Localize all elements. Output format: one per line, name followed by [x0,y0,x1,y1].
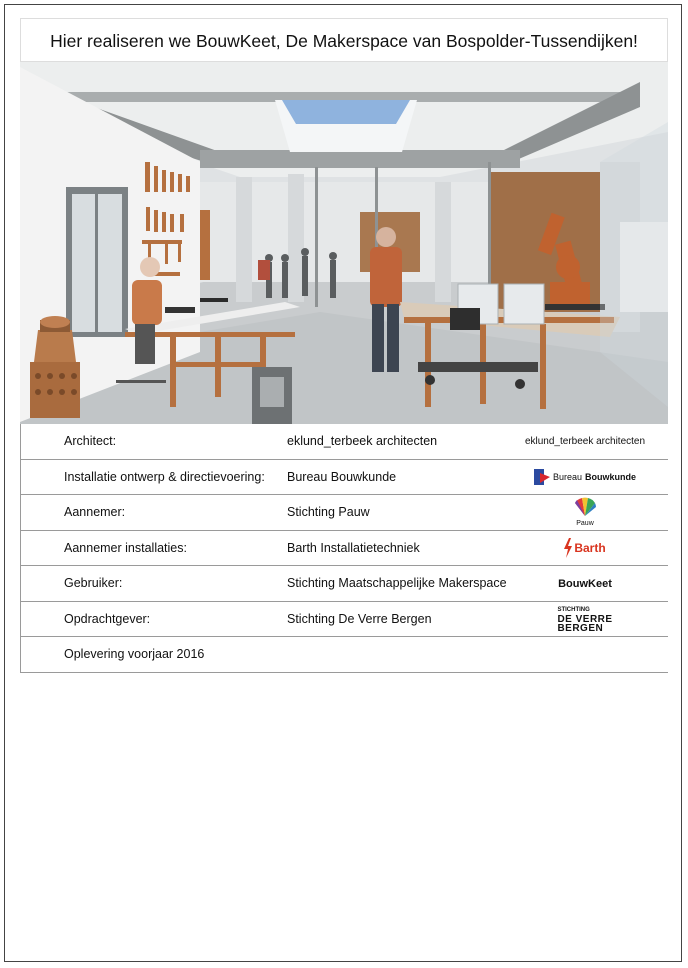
credits-table [20,424,668,673]
logo-text: DE VERRE [557,613,613,625]
logo-text: eklund_terbeek architecten [524,436,646,447]
bouwkeet-logo [510,566,660,601]
lightning-bolt-icon [564,538,572,558]
logo-text: BouwKeet [558,577,612,590]
logo-text-bold: Bouwkunde [585,472,637,482]
makerspace-interior-illustration [20,62,668,424]
table-row [20,531,668,567]
table-row [20,424,668,460]
logo-text: Bureau [552,472,583,482]
row-value: Barth Installatietechniek [287,540,420,555]
page-title: Hier realiseren we BouwKeet, De Makerspace van Bospolder-Tussendijken! [20,18,668,62]
interior-rendering [20,62,668,424]
row-value: Bureau Bouwkunde [287,469,397,484]
row-value: Stichting De Verre Bergen [287,611,432,626]
table-row [20,602,668,638]
row-label: Aannemer installaties: [64,540,187,555]
bureau-bouwkunde-icon [534,469,550,485]
barth-logo [510,531,660,566]
row-label: Oplevering voorjaar 2016 [64,647,205,661]
row-label: Opdrachtgever: [64,611,151,626]
pauw-logo [510,495,660,530]
table-row [20,495,668,531]
logo-text: Pauw [576,520,594,527]
logo-text: Barth [574,541,606,555]
de-verre-bergen-logo [510,602,660,637]
row-value: eklund_terbeek architecten [287,434,438,448]
logo-small-text: STICHTING [557,606,590,613]
row-value: Stichting Maatschappelijke Makerspace [287,576,507,590]
bureau-bouwkunde-logo [510,460,660,495]
row-label: Aannemer: [64,505,126,519]
row-label: Installatie ontwerp & directievoering: [64,469,265,484]
table-row [20,460,668,496]
table-row [20,566,668,602]
row-value: Stichting Pauw [287,505,370,519]
logo-text: BERGEN [557,622,604,634]
row-label: Architect: [64,434,117,448]
peacock-fan-icon [574,497,596,517]
row-label: Gebruiker: [64,576,123,590]
table-row [20,637,668,673]
eklund-terbeek-logo [510,424,660,459]
